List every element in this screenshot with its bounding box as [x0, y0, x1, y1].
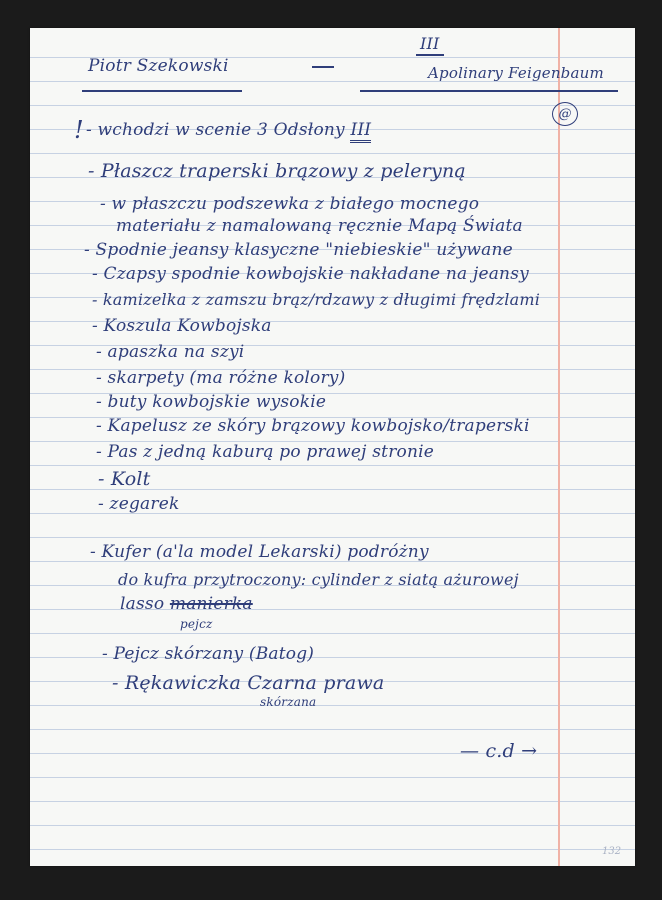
- exclamation-mark: !: [74, 116, 84, 144]
- struck-word: manierka: [169, 594, 253, 614]
- trunk-line-3: [120, 596, 253, 613]
- glove-insert: skórzana: [260, 695, 317, 709]
- author-underline: [82, 90, 242, 92]
- list-item: - Spodnie jeansy klasyczne "niebieskie" używane: [84, 240, 513, 260]
- intro-text: [86, 122, 371, 139]
- list-item: - Kapelusz ze skóry brązowy kowbojsko/traperski: [96, 416, 530, 436]
- whip-line: - Pejcz skórzany (Batog): [102, 644, 315, 664]
- trunk-line-2: do kufra przytroczony: cylinder z siatą ażurowej: [118, 570, 519, 589]
- page-number: 132: [602, 846, 622, 857]
- correction-insert: pejcz: [180, 617, 213, 631]
- list-item: - Czapsy spodnie kowbojskie nakładane na jeansy: [92, 264, 529, 284]
- list-item: - w płaszczu podszewka z białego mocnego: [100, 194, 480, 214]
- trunk-line-1: - Kufer (a'la model Lekarski) podróżny: [90, 542, 429, 562]
- margin-line: [558, 28, 560, 866]
- continued-mark: — c.d →: [460, 740, 538, 762]
- glove-line: - Rękawiczka Czarna prawa: [112, 672, 385, 694]
- intro-prefix: - wchodzi w scenie 3 Odsłony: [86, 120, 351, 140]
- notebook-sheet: [30, 28, 635, 866]
- list-item: - apaszka na szyi: [96, 342, 245, 362]
- list-item: - skarpety (ma różne kolory): [96, 368, 346, 388]
- list-item: - Pas z jedną kaburą po prawej stronie: [96, 442, 434, 462]
- lasso-text: lasso: [120, 594, 165, 614]
- intro-numeral: III: [350, 120, 371, 143]
- scene-numeral: III: [420, 34, 440, 53]
- list-item: materiału z namalowaną ręcznie Mapą Świata: [116, 216, 523, 236]
- numeral-underline: [416, 54, 444, 56]
- author-name: Piotr Szekowski: [88, 56, 229, 76]
- list-item: - Kolt: [98, 468, 151, 490]
- list-item: - Płaszcz traperski brązowy z peleryną: [88, 160, 466, 182]
- list-item: - buty kowbojskie wysokie: [96, 392, 327, 412]
- header-dash: [312, 66, 334, 68]
- character-name: Apolinary Feigenbaum: [428, 64, 604, 82]
- list-item: - Koszula Kowbojska: [92, 316, 272, 336]
- character-underline: [428, 90, 618, 92]
- at-mark: @: [552, 102, 578, 126]
- list-item: - kamizelka z zamszu brąz/rdzawy z długimi frędzlami: [92, 290, 541, 309]
- list-item: - zegarek: [98, 494, 180, 514]
